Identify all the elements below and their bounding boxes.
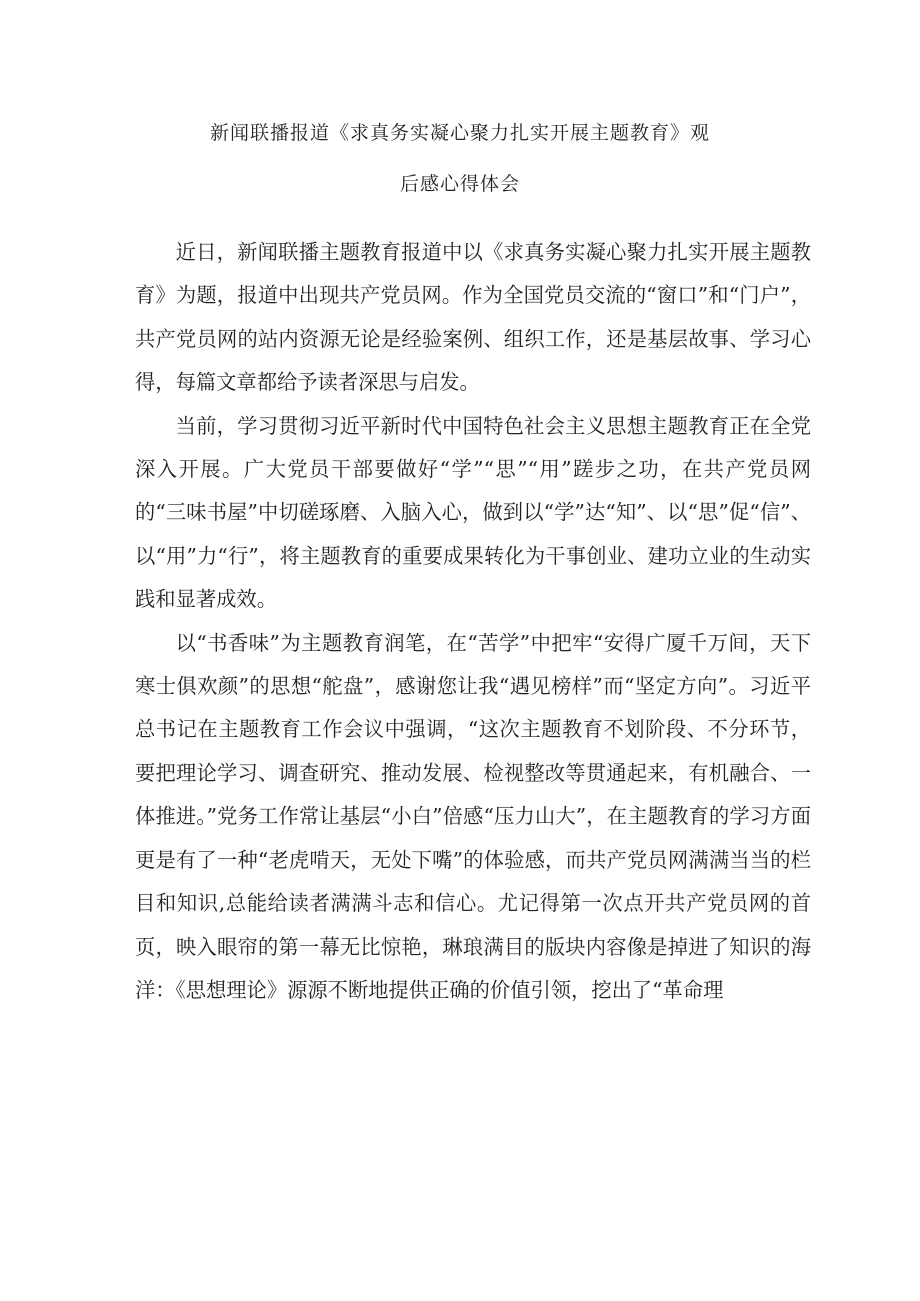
document-body: [135, 231, 811, 1012]
document-title-line-2: 后感心得体会: [399, 173, 520, 195]
paragraph-2: 当前，学习贯彻习近平新时代中国特色社会主义思想主题教育正在全党深入开展。广大党员干部要做好“学”“思”“用”蹉步之功，在共产党员网的“三味书屋”中切磋琢磨、入脑入心，做到以“学”达“知”、以“思”促“信”、以“用”力“行”，将主题教育的重要成果转化为干事创业、建功立业的生动实践和显著成效。: [135, 413, 811, 612]
document-title-line-1: 新闻联播报道《求真务实凝心聚力扎实开展主题教育》观: [209, 122, 710, 144]
paragraph-1: 近日，新闻联播主题教育报道中以《求真务实凝心聚力扎实开展主题教育》为题，报道中出现共产党员网。作为全国党员交流的“窗口”和“门户”，共产党员网的站内资源无论是经验案例、组织工作，还是基层故事、学习心得，每篇文章都给予读者深思与启发。: [135, 240, 811, 395]
paragraph-3: 以“书香味”为主题教育润笔，在“苦学”中把牢“安得广厦千万间，天下寒士俱欢颜”的思想“舵盘”，感谢您让我“遇见榜样”而“坚定方向”。习近平总书记在主题教育工作会议中强调，“这次主题教育不划阶段、不分环节，要把理论学习、调查研究、推动发展、检视整改等贯通起来，有机融合、一体推进。”党务工作常让基层“小白”倍感“压力山大”，在主题教育的学习方面更是有了一种“老虎啃天，无处下嘴”的体验感，而共产党员网满满当当的栏目和知识,总能给读者满满斗志和信心。尤记得第一次点开共产党员网的首页，映入眼帘的第一幕无比惊艳，琳琅满目的版块内容像是掉进了知识的海洋：《思想理论》源源不断地提供正确的价值引领，挖出了“革命理: [135, 630, 811, 1002]
